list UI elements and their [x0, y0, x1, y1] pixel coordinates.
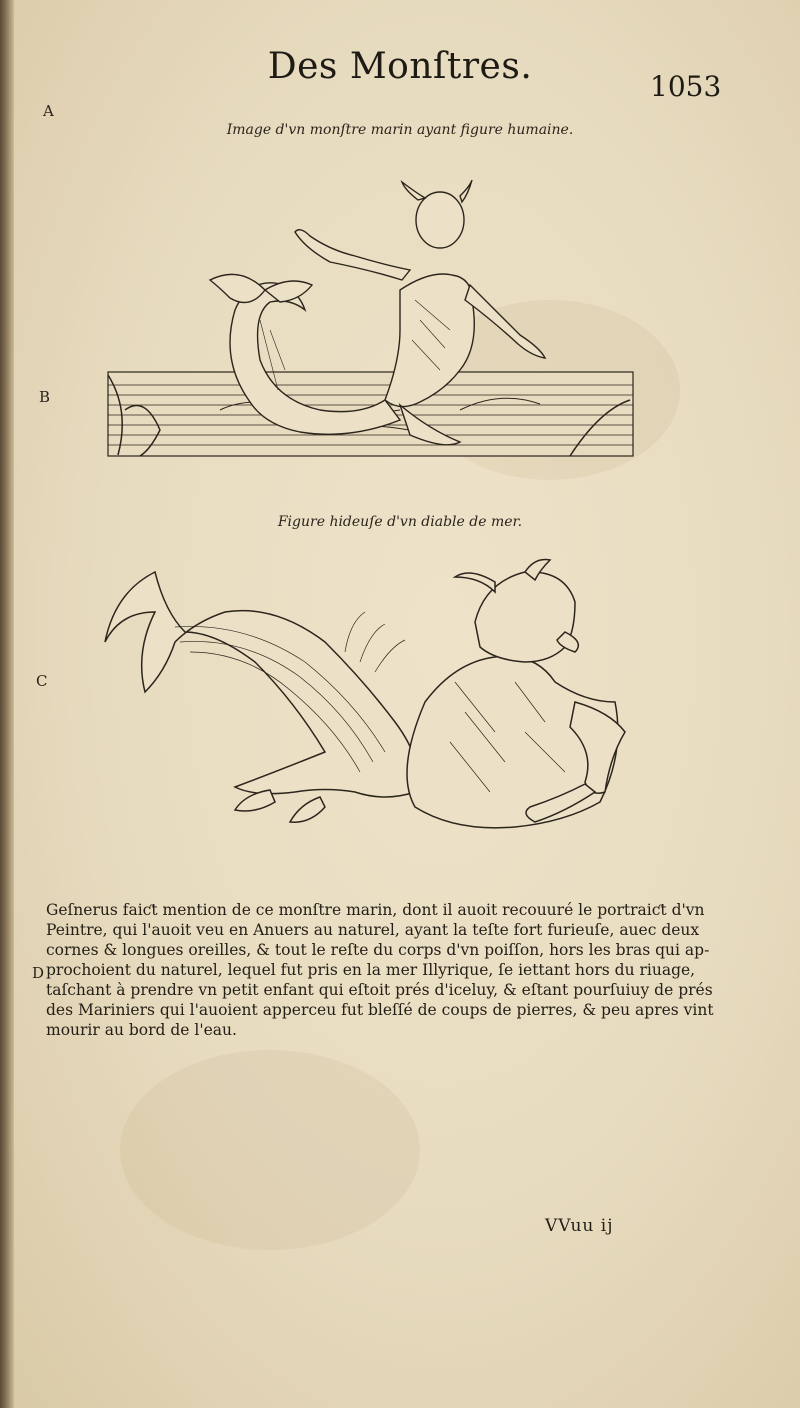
page-number: 1053 — [650, 70, 722, 103]
body-line: des Mariniers qui l'auoient apperceu fut bleſſé de coups de pierres, & peu apres vint — [46, 1001, 714, 1019]
running-title: Des Monſtres. — [267, 46, 533, 87]
signature-mark: VVuu ij — [545, 1216, 614, 1236]
body-line: prochoient du naturel, lequel fut pris en la mer Illyrique, ſe iettant hors du riuage, — [46, 961, 696, 979]
body-line: mourir au bord de l'eau. — [46, 1021, 237, 1039]
woodcut-merman-illustration — [100, 180, 640, 470]
body-line: cornes & longues oreilles, & tout le reſte du corps d'vn poiſſon, hors les bras qui ap- — [46, 941, 710, 959]
margin-letter-b: B — [39, 388, 51, 406]
margin-letter-c: C — [36, 672, 48, 690]
body-paragraph — [46, 900, 714, 1040]
body-line: Peintre, qui l'auoit veu en Anuers au naturel, ayant la teſte fort furieuſe, auec deux — [46, 921, 700, 939]
margin-letter-a: A — [43, 102, 54, 120]
paper-stain — [120, 1050, 420, 1250]
binding-gutter — [0, 0, 14, 1408]
figure-caption-2: Figure hideuſe d'vn diable de mer. — [277, 514, 523, 530]
body-line: taſchant à prendre vn petit enfant qui eſtoit prés d'iceluy, & eſtant pourſuiuy de prés — [46, 981, 713, 999]
body-line: Geſnerus faiƈt mention de ce monſtre marin, dont il auoit recouuré le portraiƈt d'vn — [46, 901, 705, 919]
figure-caption-1: Image d'vn monſtre marin ayant figure humaine. — [226, 122, 574, 138]
woodcut-sea-devil-illustration — [95, 552, 640, 852]
margin-letter-d: D — [32, 964, 45, 982]
